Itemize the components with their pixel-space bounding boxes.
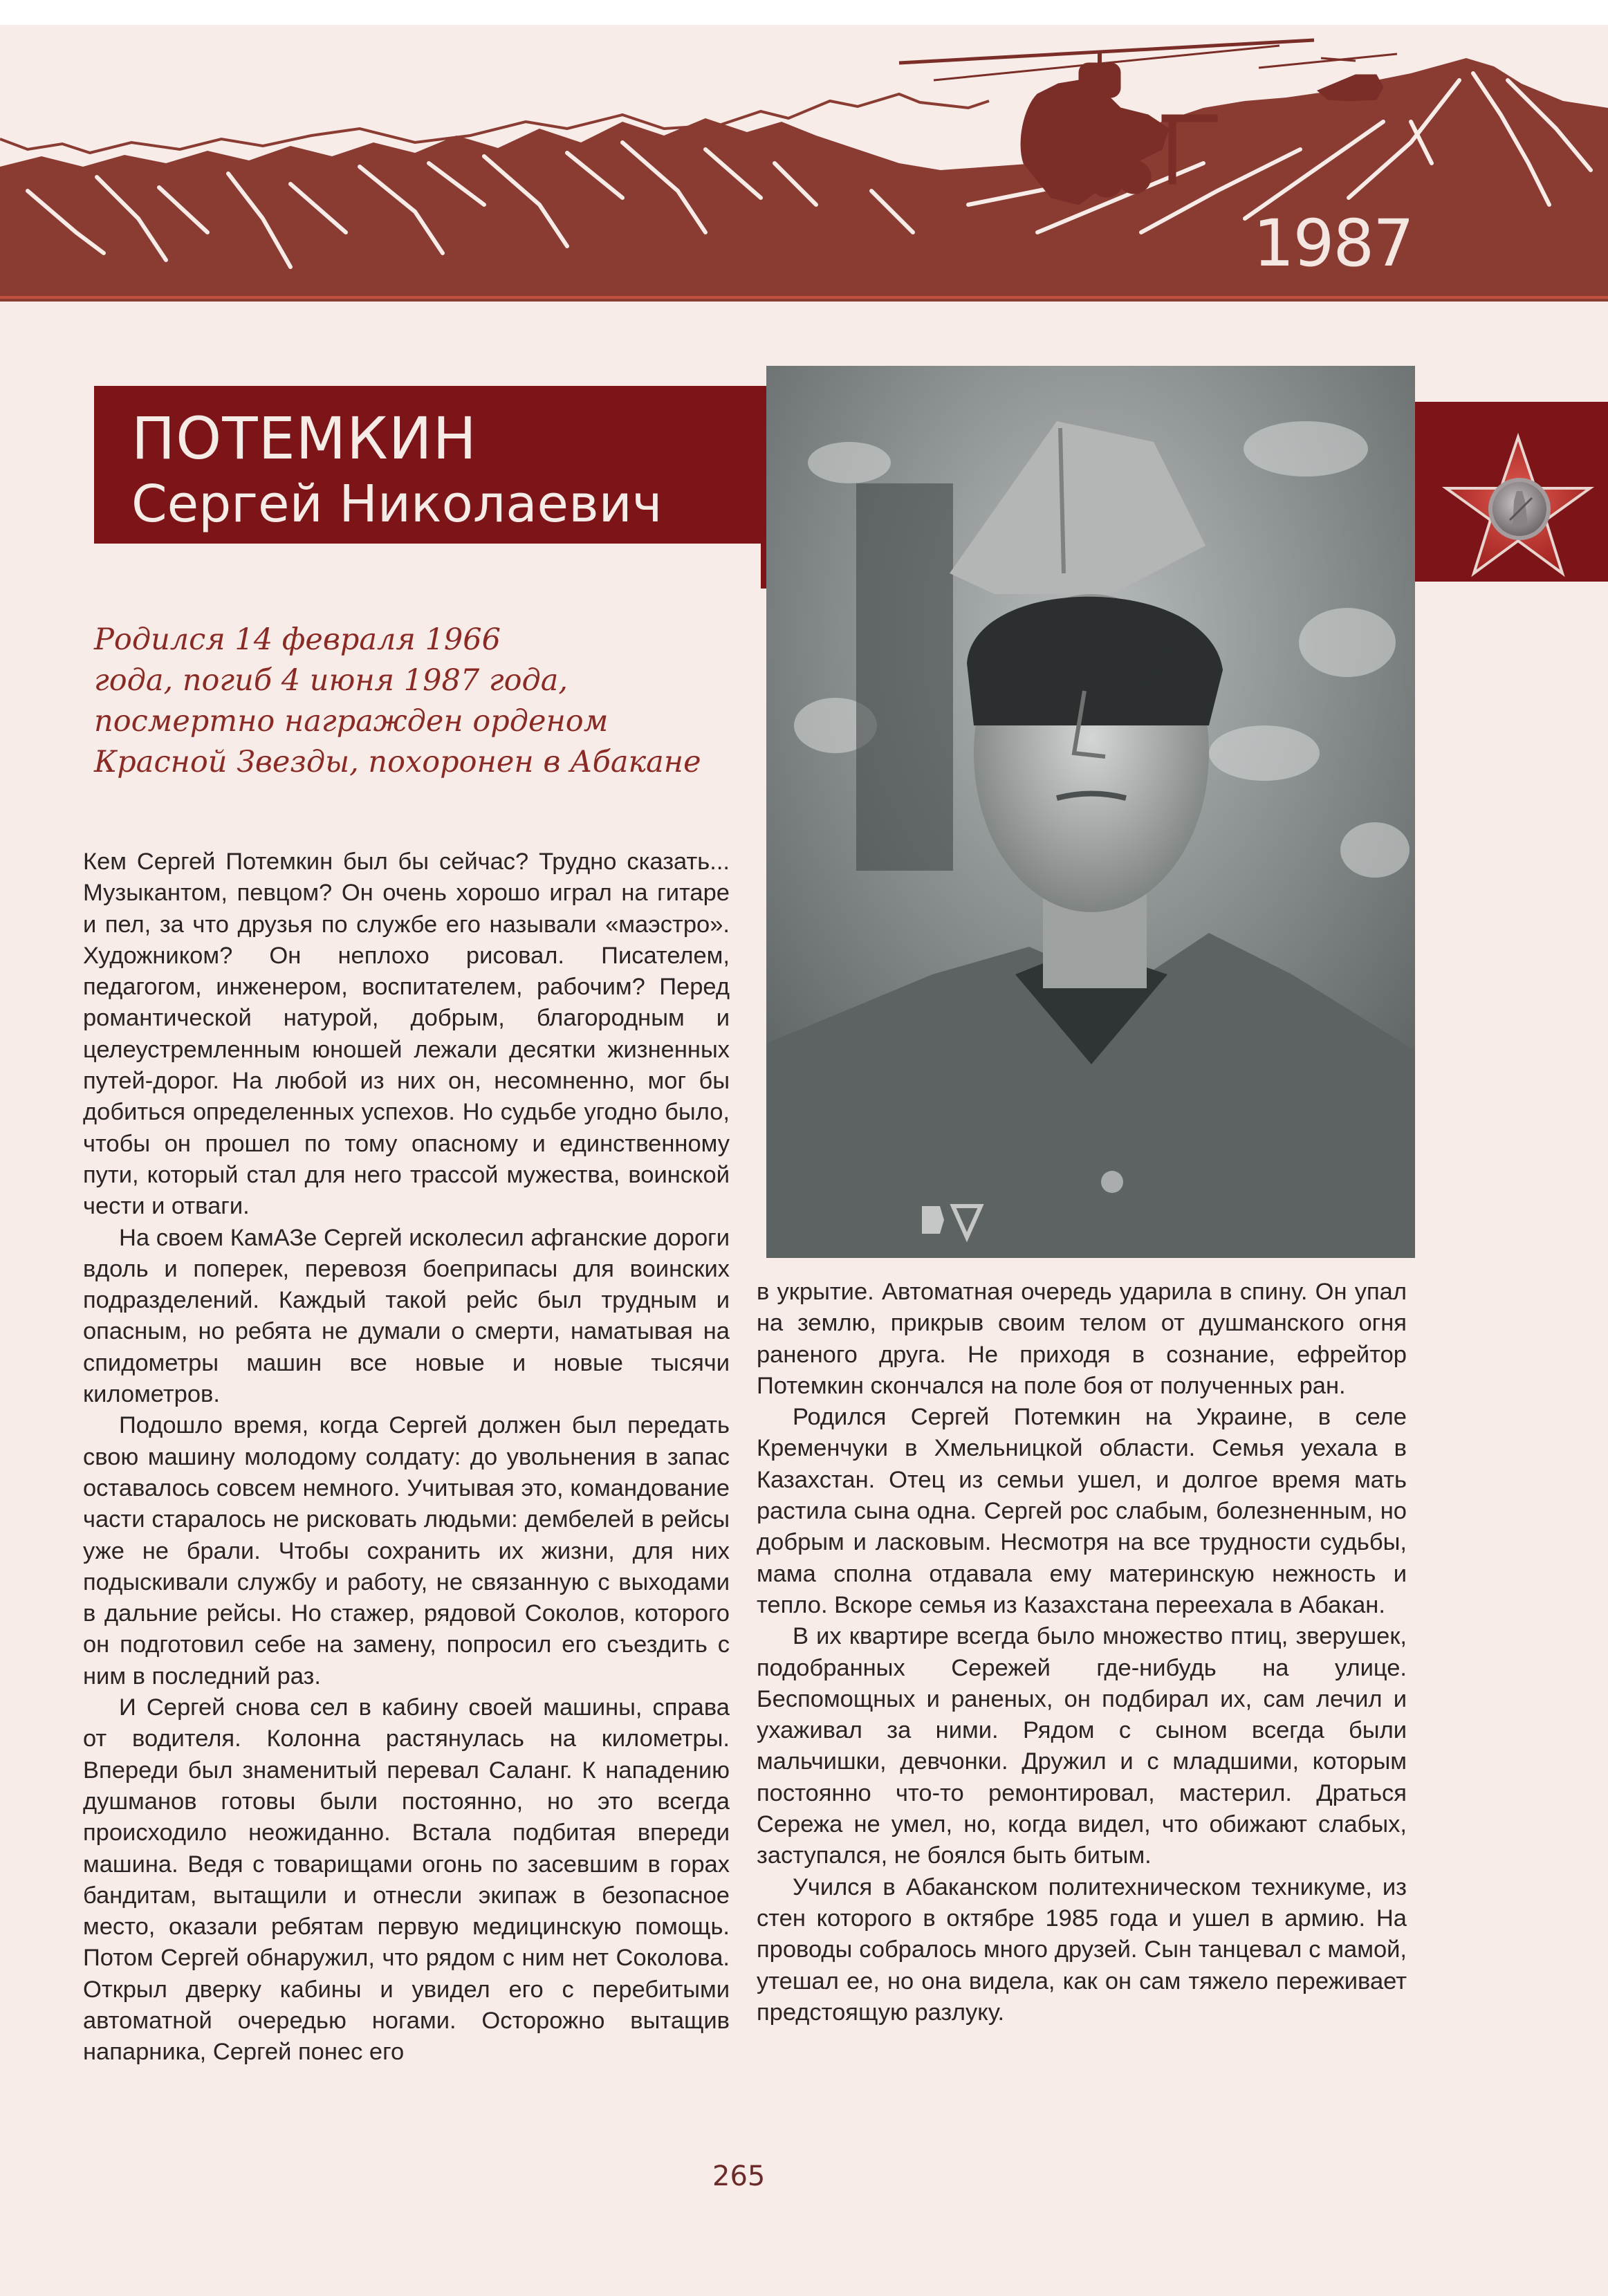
person-given-names: Сергей Николаевич bbox=[131, 474, 663, 534]
lead-summary bbox=[94, 620, 744, 783]
lead-line: Родился 14 февраля 1966 bbox=[94, 622, 501, 657]
page-number: 265 bbox=[712, 2160, 766, 2192]
portrait-photo bbox=[766, 366, 1415, 1258]
lead-line: посмертно награжден орденом bbox=[94, 704, 609, 739]
order-of-the-red-star-icon bbox=[1442, 432, 1594, 584]
name-band bbox=[94, 386, 773, 544]
header-banner bbox=[0, 25, 1608, 302]
paragraph: Подошло время, когда Сергей должен был передать свою машину молодому солдату: до увольнения в запас оставалось совсем немного. Учитывая это, командование части старалось не рисковать людьми: дембелей в рейсы уже не брали. Чтобы сохранить их жизни, для них подыскивали службу и работу, не связанную с выходами в дальние рейсы. Но стажер, рядовой Соколов, которого он подготовил себе на замену, попросил его съездить с ним в последний раз. bbox=[83, 1412, 730, 1689]
paragraph: Кем Сергей Потемкин был бы сейчас? Трудно сказать... Музыкантом, певцом? Он очень хорошо играл на гитаре и пел, за что друзья по службе его называли «маэстро». Художником? Он неплохо рисовал. Писателем, педагогом, инженером, воспитателем, рабочим? Перед романтической натурой, добрым, благородным и целеустремленным юношей лежали десятки жизненных путей-дорог. На любой из них он, несомненно, мог бы добиться определенных успехов. Но судьбе угодно было, чтобы он прошел по тому опасному и единственному пути, который стал для него трассой мужества, воинской чести и отваги. bbox=[83, 849, 730, 1220]
lead-line: Красной Звезды, похоронен в Абакане bbox=[94, 745, 701, 779]
body-column-left bbox=[83, 846, 730, 2068]
paragraph: На своем КамАЗе Сергей исколесил афганские дороги вдоль и поперек, перевозя боеприпасы для воинских подразделений. Каждый такой рейс был трудным и опасным, но ребята не думали о смерти, наматывая на спидометры машин все новые и новые тысячи километров. bbox=[83, 1224, 730, 1408]
year-label: 1987 bbox=[1253, 206, 1413, 281]
paragraph: И Сергей снова сел в кабину своей машины, справа от водителя. Колонна растянулась на километры. Впереди был знаменитый перевал Саланг. К нападению душманов готовы были постоянно, но это всегда происходило неожиданно. Встала подбитая впереди машина. Ведя с товарищами огонь по засевшим в горах бандитам, вытащили и отнесли экипаж в безопасное место, оказали ребятам первую медицинскую помощь. Потом Сергей обнаружил, что рядом с ним нет Соколова. Открыл дверку кабины и увидел его с перебитыми автоматной очередью ногами. Осторожно вытащив напарника, Сергей понес его bbox=[83, 1694, 730, 2066]
book-page bbox=[0, 25, 1608, 2296]
paragraph: В их квартире всегда было множество птиц, зверушек, подобранных Сережей где-нибудь на улице. Беспомощных и раненых, он подбирал их, сам лечил и ухаживал за ними. Рядом с сыном всегда были мальчишки, девчонки. Дружил и с младшими, которым постоянно что-то ремонтировал, мастерил. Драться Сережа не умел, но, когда видел, что обижают слабых, заступался, не боялся быть битым. bbox=[757, 1623, 1407, 1869]
person-surname: ПОТЕМКИН bbox=[131, 405, 477, 472]
body-column-right bbox=[757, 1277, 1407, 2028]
lead-line: года, погиб 4 июня 1987 года, bbox=[94, 663, 569, 698]
paragraph: Учился в Абаканском политехническом техникуме, из стен которого в октябре 1985 года и ушел в армию. На проводы собралось много друзей. Сын танцевал с мамой, утешал ее, но она видела, как он сам тяжело переживает предстоящую разлуку. bbox=[757, 1873, 1407, 2026]
paragraph: в укрытие. Автоматная очередь ударила в спину. Он упал на землю, прикрыв своим телом от душманского огня раненого друга. Не приходя в сознание, ефрейтор Потемкин скончался на поле боя от полученных ран. bbox=[757, 1279, 1407, 1399]
paragraph: Родился Сергей Потемкин на Украине, в селе Кременчуки в Хмельницкой области. Семья уехала в Казахстан. Отец из семьи ушел, и долгое время мать растила сына одна. Сергей рос слабым, болезненным, но добрым и ласковым. Несмотря на все трудности судьбы, мама сполна отдавала ему материнскую нежность и тепло. Вскоре семья из Казахстана переехала в Абакан. bbox=[757, 1404, 1407, 1618]
